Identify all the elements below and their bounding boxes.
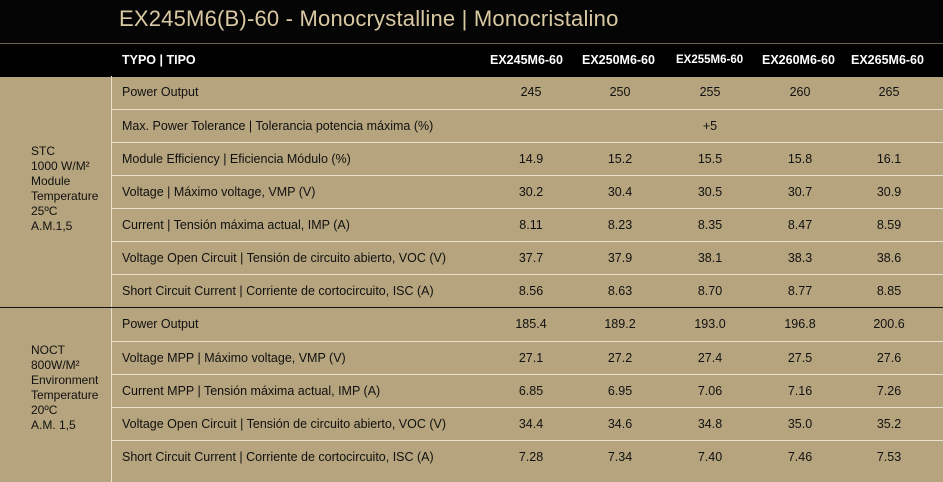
row-label: Short Circuit Current | Corriente de cortocircuito, ISC (A) bbox=[122, 284, 434, 298]
value-cell: 196.8 bbox=[784, 317, 816, 331]
row-label: Voltage | Máximo voltage, VMP (V) bbox=[122, 185, 316, 199]
model-header: EX245M6-60 bbox=[490, 53, 563, 67]
model-header: EX255M6-60 bbox=[676, 54, 744, 66]
value-cell: 6.85 bbox=[518, 384, 544, 398]
value-cell: 8.23 bbox=[607, 218, 633, 232]
row-label: Current MPP | Tensión máxima actual, IMP (A) bbox=[122, 384, 381, 398]
value-cell: 8.59 bbox=[876, 218, 902, 232]
value-cell: 34.6 bbox=[607, 417, 633, 431]
value-cell: 8.11 bbox=[519, 218, 543, 232]
title-bar bbox=[0, 0, 943, 43]
value-cell: 8.47 bbox=[787, 218, 813, 232]
value-cell: 37.9 bbox=[607, 251, 633, 265]
page-title: EX245M6(B)-60 - Monocrystalline | Monocristalino bbox=[119, 6, 619, 31]
row-label: Power Output bbox=[122, 317, 199, 331]
value-cell: 15.2 bbox=[607, 152, 633, 166]
row-label: Current | Tensión máxima actual, IMP (A) bbox=[122, 218, 350, 232]
table-row bbox=[112, 142, 943, 176]
label-line: Temperature bbox=[31, 388, 99, 402]
value-cell: 8.35 bbox=[697, 218, 723, 232]
value-cell: 250 bbox=[609, 85, 631, 99]
value-cell: 15.5 bbox=[697, 152, 723, 166]
value-cell: 8.70 bbox=[697, 284, 723, 298]
label-line: Environment bbox=[31, 373, 99, 387]
label-line: STC bbox=[31, 144, 55, 158]
model-header: EX260M6-60 bbox=[762, 53, 835, 67]
table-row bbox=[112, 109, 943, 143]
value-cell: 193.0 bbox=[694, 317, 726, 331]
value-cell: 27.5 bbox=[787, 351, 813, 365]
value-cell: 8.56 bbox=[518, 284, 544, 298]
stc-conditions-label bbox=[31, 144, 98, 234]
value-cell: 37.7 bbox=[518, 251, 544, 265]
table-row bbox=[112, 308, 943, 341]
value-cell: 245 bbox=[520, 85, 542, 99]
value-cell: 185.4 bbox=[515, 317, 547, 331]
table-row bbox=[112, 407, 943, 441]
value-cell: 35.2 bbox=[876, 417, 902, 431]
row-label: Max. Power Tolerance | Tolerancia potencia máxima (%) bbox=[122, 119, 434, 133]
label-line: Temperature bbox=[31, 189, 99, 203]
value-cell: 38.6 bbox=[876, 251, 902, 265]
row-label: Power Output bbox=[122, 85, 199, 99]
value-cell: 27.4 bbox=[697, 351, 723, 365]
value-cell: 7.28 bbox=[518, 450, 544, 464]
value-cell: 260 bbox=[789, 85, 811, 99]
row-label: Voltage MPP | Máximo voltage, VMP (V) bbox=[122, 351, 346, 365]
value-cell: 27.2 bbox=[607, 351, 633, 365]
value-cell: 7.53 bbox=[876, 450, 902, 464]
value-cell: 7.26 bbox=[876, 384, 902, 398]
value-cell: 200.6 bbox=[873, 317, 905, 331]
value-cell: 30.2 bbox=[518, 185, 544, 199]
label-line: 20ºC bbox=[31, 403, 58, 417]
value-cell: 8.85 bbox=[876, 284, 902, 298]
label-line: 25ºC bbox=[31, 204, 58, 218]
table-row bbox=[112, 274, 943, 308]
value-cell: 34.8 bbox=[697, 417, 723, 431]
value-cell: 14.9 bbox=[518, 152, 544, 166]
table-row bbox=[112, 440, 943, 474]
value-cell: 7.06 bbox=[697, 384, 723, 398]
row-label: Voltage Open Circuit | Tensión de circuito abierto, VOC (V) bbox=[122, 417, 447, 431]
row-label: Module Efficiency | Eficiencia Módulo (%) bbox=[122, 152, 351, 166]
value-cell: 7.46 bbox=[787, 450, 813, 464]
model-header: EX265M6-60 bbox=[851, 53, 924, 67]
table-header bbox=[0, 43, 943, 77]
value-cell: 7.16 bbox=[787, 384, 813, 398]
table-row bbox=[112, 241, 943, 275]
table-row bbox=[112, 374, 943, 408]
value-cell: 30.7 bbox=[787, 185, 813, 199]
label-line: 1000 W/M² bbox=[31, 159, 90, 173]
value-cell: 189.2 bbox=[604, 317, 636, 331]
value-cell: 6.95 bbox=[607, 384, 633, 398]
label-line: A.M.1,5 bbox=[31, 219, 73, 233]
row-label: Voltage Open Circuit | Tensión de circuito abierto, VOC (V) bbox=[122, 251, 447, 265]
table-row bbox=[112, 208, 943, 242]
value-cell: 38.3 bbox=[787, 251, 813, 265]
table-row bbox=[112, 76, 943, 109]
value-cell: 15.8 bbox=[787, 152, 813, 166]
label-line: NOCT bbox=[31, 343, 65, 357]
label-line: 800W/M² bbox=[31, 358, 80, 372]
value-cell: 8.63 bbox=[607, 284, 633, 298]
value-cell: 27.6 bbox=[876, 351, 902, 365]
value-cell: 7.34 bbox=[607, 450, 633, 464]
value-cell: 16.1 bbox=[876, 152, 902, 166]
model-header: EX250M6-60 bbox=[582, 53, 655, 67]
value-cell: 27.1 bbox=[518, 351, 544, 365]
value-cell: 30.5 bbox=[697, 185, 723, 199]
value-cell: 38.1 bbox=[697, 251, 723, 265]
value-cell: 255 bbox=[699, 85, 721, 99]
label-line: Module bbox=[31, 174, 71, 188]
table-row bbox=[112, 175, 943, 209]
merged-value-cell: +5 bbox=[702, 119, 718, 133]
value-cell: 265 bbox=[878, 85, 900, 99]
value-cell: 35.0 bbox=[787, 417, 813, 431]
table-row bbox=[112, 341, 943, 375]
label-line: A.M. 1,5 bbox=[31, 418, 76, 432]
value-cell: 8.77 bbox=[787, 284, 813, 298]
value-cell: 34.4 bbox=[518, 417, 544, 431]
row-label: Short Circuit Current | Corriente de cortocircuito, ISC (A) bbox=[122, 450, 434, 464]
value-cell: 7.40 bbox=[697, 450, 723, 464]
noct-conditions-label bbox=[31, 343, 98, 433]
value-cell: 30.4 bbox=[607, 185, 633, 199]
type-column-header: TYPO | TIPO bbox=[122, 53, 196, 67]
value-cell: 30.9 bbox=[876, 185, 902, 199]
